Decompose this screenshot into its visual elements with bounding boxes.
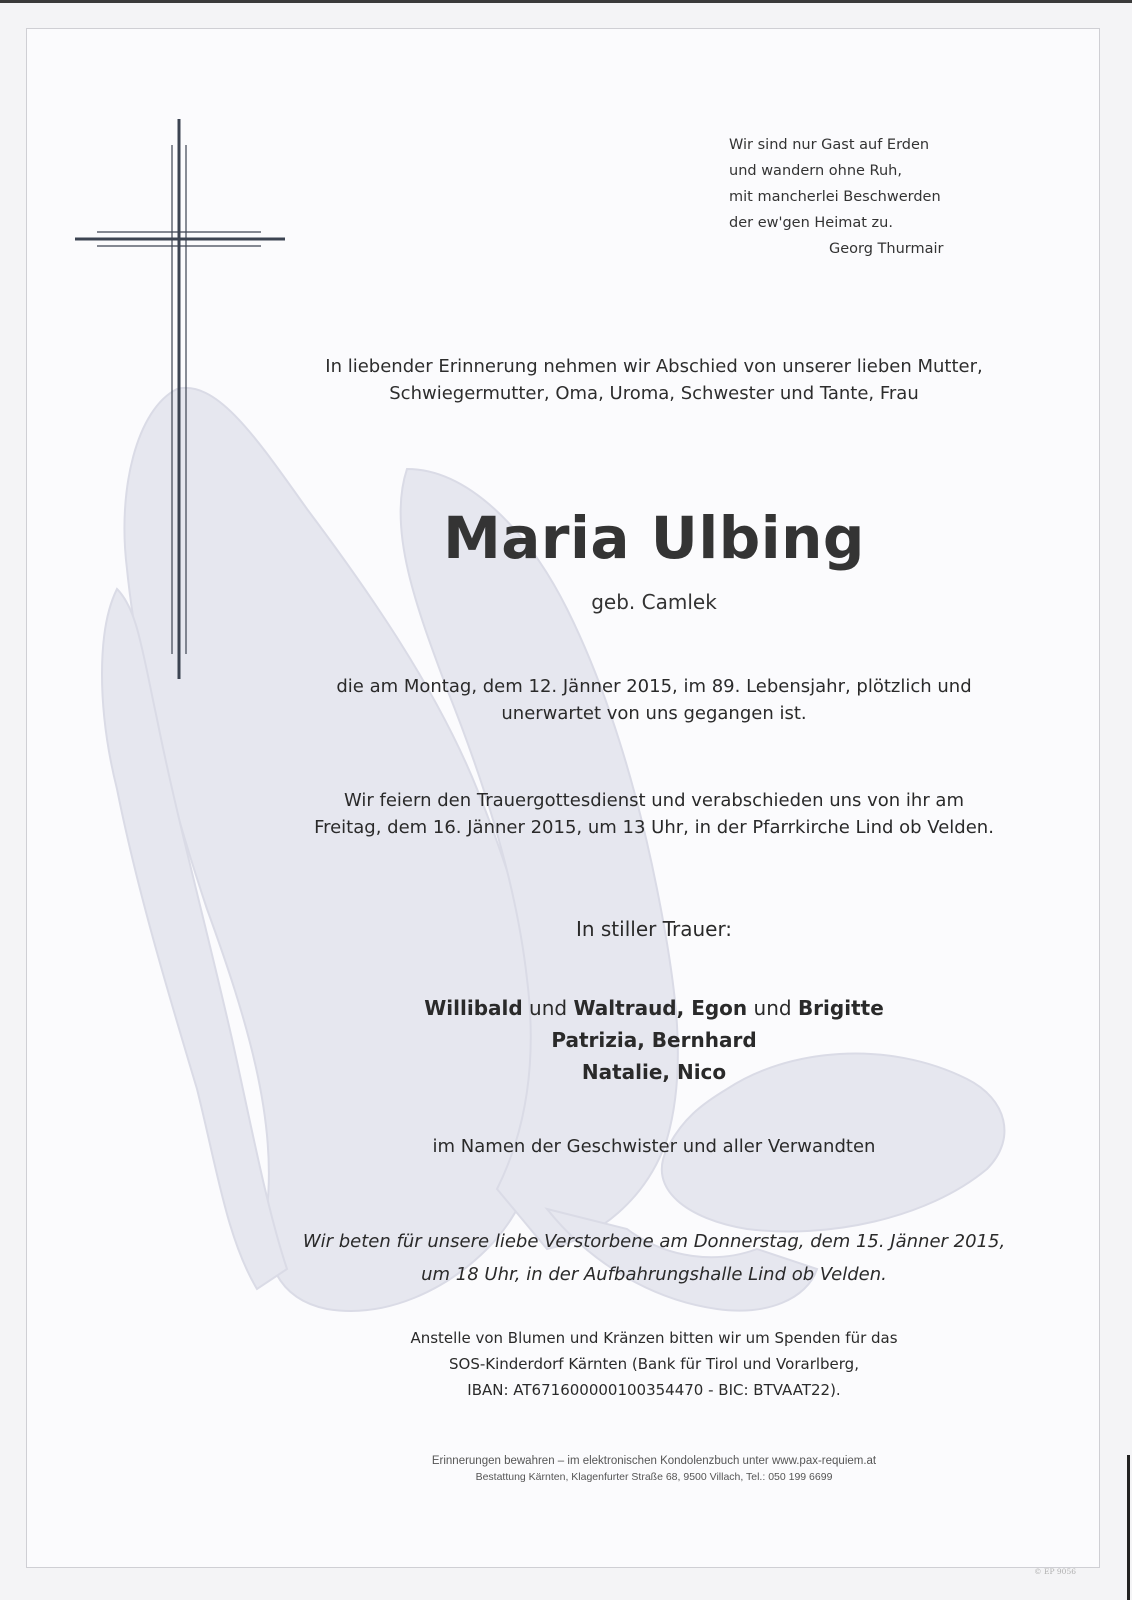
maiden-name: geb. Camlek — [591, 590, 717, 614]
mourners-list — [117, 992, 1100, 1088]
footer-condolence-line: Erinnerungen bewahren – im elektronischen Kondolenzbuch unter www.pax-requiem.at — [431, 1455, 877, 1467]
service-line: Wir feiern den Trauergottesdienst und verabschieden uns von ihr am — [343, 790, 964, 811]
donation-line: Anstelle von Blumen und Kränzen bitten wir um Spenden für das — [410, 1329, 898, 1347]
quote-line: Wir sind nur Gast auf Erden — [729, 137, 930, 153]
mourning-heading: In stiller Trauer: — [575, 917, 733, 941]
mourners-row — [117, 1056, 1100, 1088]
donation-line: SOS-Kinderdorf Kärnten (Bank für Tirol und Vorarlberg, — [449, 1355, 859, 1373]
deceased-name: Maria Ulbing — [443, 504, 865, 572]
intro-line: In liebender Erinnerung nehmen wir Abschied von unserer lieben Mutter, — [325, 356, 983, 377]
donation-line: IBAN: AT671600000100354470 - BIC: BTVAAT22). — [467, 1381, 841, 1399]
death-notice — [117, 673, 1100, 727]
scan-edge-right — [1127, 1455, 1130, 1600]
quote-line: und wandern ohne Ruh, — [729, 163, 902, 179]
epitaph-quote — [729, 132, 989, 262]
death-notice-line: die am Montag, dem 12. Jänner 2015, im 89. Lebensjahr, plötzlich und — [336, 676, 972, 697]
mourners-row — [117, 992, 1100, 1024]
scan-edge-top — [0, 0, 1132, 3]
service-line: Freitag, dem 16. Jänner 2015, um 13 Uhr, in der Pfarrkirche Lind ob Velden. — [314, 817, 994, 838]
mourner-name: Brigitte — [797, 996, 884, 1020]
mourner-separator: , — [676, 996, 692, 1020]
mourners-row — [117, 1024, 1100, 1056]
form-code: © EP 9056 — [1034, 1567, 1076, 1576]
death-notice-line: unerwartet von uns gegangen ist. — [501, 703, 807, 724]
quote-line: der ew'gen Heimat zu. — [729, 215, 893, 231]
footer-undertaker-line: Bestattung Kärnten, Klagenfurter Straße 68, 9500 Villach, Tel.: 050 199 6699 — [475, 1471, 833, 1483]
mourner-conjunction: und — [522, 996, 574, 1020]
prayer-line: um 18 Uhr, in der Aufbahrungshalle Lind ob Velden. — [421, 1264, 887, 1285]
mourner-names: Patrizia, Bernhard — [551, 1028, 757, 1052]
quote-author: Georg Thurmair — [829, 241, 944, 257]
mourner-name: Waltraud — [573, 996, 677, 1020]
mourner-conjunction: und — [747, 996, 798, 1020]
quote-line: mit mancherlei Beschwerden — [729, 189, 941, 205]
mourner-name: Willibald — [424, 996, 523, 1020]
on-behalf-text: im Namen der Geschwister und aller Verwandten — [432, 1136, 876, 1157]
prayer-notice — [117, 1225, 1100, 1291]
prayer-line: Wir beten für unsere liebe Verstorbene am Donnerstag, dem 15. Jänner 2015, — [302, 1231, 1006, 1252]
donation-request — [117, 1325, 1100, 1403]
obituary-sheet — [26, 28, 1100, 1568]
intro-text — [117, 353, 1100, 407]
funeral-service-text — [117, 787, 1100, 841]
mourner-name: Egon — [691, 996, 748, 1020]
mourner-names: Natalie, Nico — [581, 1060, 727, 1084]
intro-line: Schwiegermutter, Oma, Uroma, Schwester und Tante, Frau — [389, 383, 919, 404]
